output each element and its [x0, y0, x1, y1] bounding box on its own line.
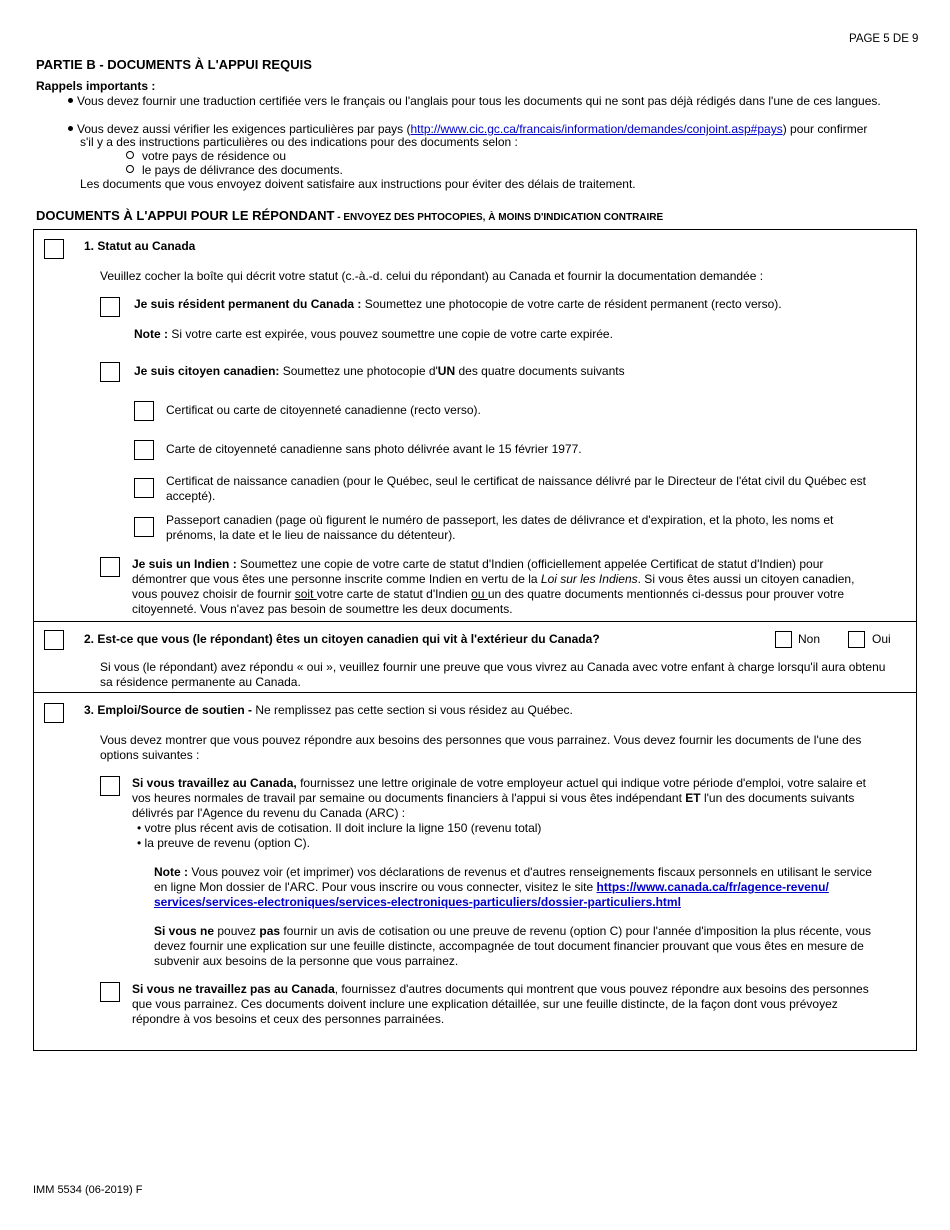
permanent-resident-checkbox[interactable] — [100, 297, 120, 317]
part-title: PARTIE B - DOCUMENTS À L'APPUI REQUIS — [36, 57, 312, 72]
circle-bullet-icon — [126, 151, 134, 159]
cra-note: Note : Vous pouvez voir (et imprimer) vos déclarations de revenus et d'autres renseignements fiscaux personnels en utilisant le service en ligne Mon dossier de l'ARC. Pour vous inscrire ou vous connecter, visitez le site https://www.canada.ca/fr/agence-revenu/ services/services-electroniques/services-electroniques-particuliers/dossier-particuliers.html — [154, 865, 872, 909]
country-requirements-link[interactable]: http://www.cic.gc.ca/francais/information/demandes/conjoint.asp#pays — [410, 122, 783, 136]
q3-intro: Vous devez montrer que vous pouvez répondre aux besoins des personnes que vous parrainez. Vous devez fournir les documents de l'une des options suivantes : — [100, 733, 862, 762]
q2-yes-checkbox[interactable] — [848, 631, 865, 648]
indian-status-checkbox[interactable] — [100, 557, 120, 577]
citizen-checkbox[interactable] — [100, 362, 120, 382]
permanent-resident-text: Je suis résident permanent du Canada : Soumettez une photocopie de votre carte de résident permanent (recto verso). — [134, 297, 782, 311]
reminder-bullet-2-cont: s'il y a des instructions particulières ou des indications pour des documents selon : — [80, 135, 518, 149]
citizen-text: Je suis citoyen canadien: Soumettez une photocopie d'UN des quatre documents suivants — [134, 364, 625, 378]
q2-checkbox[interactable] — [44, 630, 64, 650]
reminder-closing: Les documents que vous envoyez doivent satisfaire aux instructions pour éviter des délais de traitement. — [80, 177, 636, 191]
q2-no-label: Non — [798, 632, 821, 646]
not-working-checkbox[interactable] — [100, 982, 120, 1002]
cra-link[interactable]: https://www.canada.ca/fr/agence-revenu/ — [596, 880, 829, 894]
pr-note: Note : Si votre carte est expirée, vous pouvez soumettre une copie de votre carte expirée. — [134, 327, 613, 341]
divider — [33, 692, 917, 693]
working-in-canada-checkbox[interactable] — [100, 776, 120, 796]
citizenship-card-no-photo-checkbox[interactable] — [134, 440, 154, 460]
bullet-icon — [68, 98, 73, 103]
divider — [33, 621, 917, 622]
circle-bullet-icon — [126, 165, 134, 173]
q3-title: 3. Emploi/Source de soutien - Ne remplissez pas cette section si vous résidez au Québec. — [84, 703, 573, 717]
q2-text: Si vous (le répondant) avez répondu « oui », veuillez fournir une preuve que vous vivrez au Canada avec votre enfant à charge lorsqu'il aura obtenu sa résidence permanente au Canada. — [100, 660, 886, 689]
passport-checkbox[interactable] — [134, 517, 154, 537]
form-code: IMM 5534 (06-2019) F — [33, 1184, 143, 1196]
citizenship-certificate-checkbox[interactable] — [134, 401, 154, 421]
not-working-text: Si vous ne travaillez pas au Canada, fournissez d'autres documents qui montrent que vous pouvez répondre aux besoins des personnes que vous parrainez. Ces documents doivent inclure une explication détaillée, sur une feuille distincte, de la façon dont vous prévoyez répondre à vos besoins et ceux des personnes parrainées. — [132, 982, 869, 1026]
cra-link-cont[interactable]: services/services-electroniques/services-electroniques-particuliers/dossier-particuliers.html — [154, 895, 681, 909]
q2-yes-label: Oui — [872, 632, 891, 646]
q1-checkbox[interactable] — [44, 239, 64, 259]
q2-no-checkbox[interactable] — [775, 631, 792, 648]
q3-checkbox[interactable] — [44, 703, 64, 723]
reminder-bullet-1: Vous devez fournir une traduction certifiée vers le français ou l'anglais pour tous les documents qui ne sont pas déjà rédigés dans l'une de ces langues. — [68, 94, 928, 109]
birth-certificate-checkbox[interactable] — [134, 478, 154, 498]
reminder-sub-2: le pays de délivrance des documents. — [126, 163, 343, 178]
working-in-canada-text: Si vous travaillez au Canada, fournissez une lettre originale de votre employeur actuel qui indique votre période d'emploi, votre salaire et vos heures normales de travail par semaine ou documents financiers à l'appui si vous êtes indépendant ET l'un des documents suivants délivrés par l'Agence du revenu du Canada (ARC) : • votre plus récent avis de cotisation. Il doit inclure la ligne 150 (revenu total) • la preuve de revenu (option C). — [132, 776, 867, 850]
page-number: PAGE 5 DE 9 — [849, 33, 919, 45]
section-heading: DOCUMENTS À L'APPUI POUR LE RÉPONDANT - ENVOYEZ DES PHTOCOPIES, À MOINS D'INDICATION CONTRAIRE — [36, 208, 664, 223]
birth-certificate-text: Certificat de naissance canadien (pour le Québec, seul le certificat de naissance délivré par le Directeur de l'état civil du Québec est accepté). — [166, 474, 866, 503]
reminders-heading: Rappels importants : — [36, 79, 156, 93]
q1-title: 1. Statut au Canada — [84, 239, 196, 253]
reminder-sub-1: votre pays de résidence ou — [126, 149, 286, 164]
q1-intro: Veuillez cocher la boîte qui décrit votre statut (c.-à.-d. celui du répondant) au Canada et fournir la documentation demandée : — [100, 269, 764, 283]
no-assessment-text: Si vous ne pouvez pas fournir un avis de cotisation ou une preuve de revenu (option C) pour l'année d'imposition la plus récente, vous devez fournir une explication sur une feuille distincte, accompagnée de tout document financier prouvant que vous êtes en mesure de subvenir aux besoins de la personne que vous parrainez. — [154, 924, 872, 968]
reminder-bullet-2: Vous devez aussi vérifier les exigences particulières par pays (http://www.cic.gc.ca/francais/information/demandes/conjoint.asp#pays) pour confirmer — [68, 122, 928, 137]
citizenship-certificate-text: Certificat ou carte de citoyenneté canadienne (recto verso). — [166, 403, 481, 417]
q2-title: 2. Est-ce que vous (le répondant) êtes un citoyen canadien qui vit à l'extérieur du Canada? — [84, 632, 600, 646]
citizenship-card-no-photo-text: Carte de citoyenneté canadienne sans photo délivrée avant le 15 février 1977. — [166, 442, 582, 456]
passport-text: Passeport canadien (page où figurent le numéro de passeport, les dates de délivrance et d'expiration, et la photo, les noms et prénoms, la date et le lieu de naissance du détenteur). — [166, 513, 834, 542]
bullet-icon — [68, 126, 73, 131]
indian-status-text: Je suis un Indien : Soumettez une copie de votre carte de statut d'Indien (officiellement appelée Certificat de statut d'Indien) pour démontrer que vous êtes une personne inscrite comme Indien en vertu de la Loi sur les Indiens. Si vous êtes aussi un citoyen canadien, vous pouvez choisir de fournir soit votre carte de statut d'Indien ou un des quatre documents mentionnés ci-dessus pour prouver votre citoyenneté. Vous n'avez pas besoin de soumettre les deux documents. — [132, 557, 855, 616]
